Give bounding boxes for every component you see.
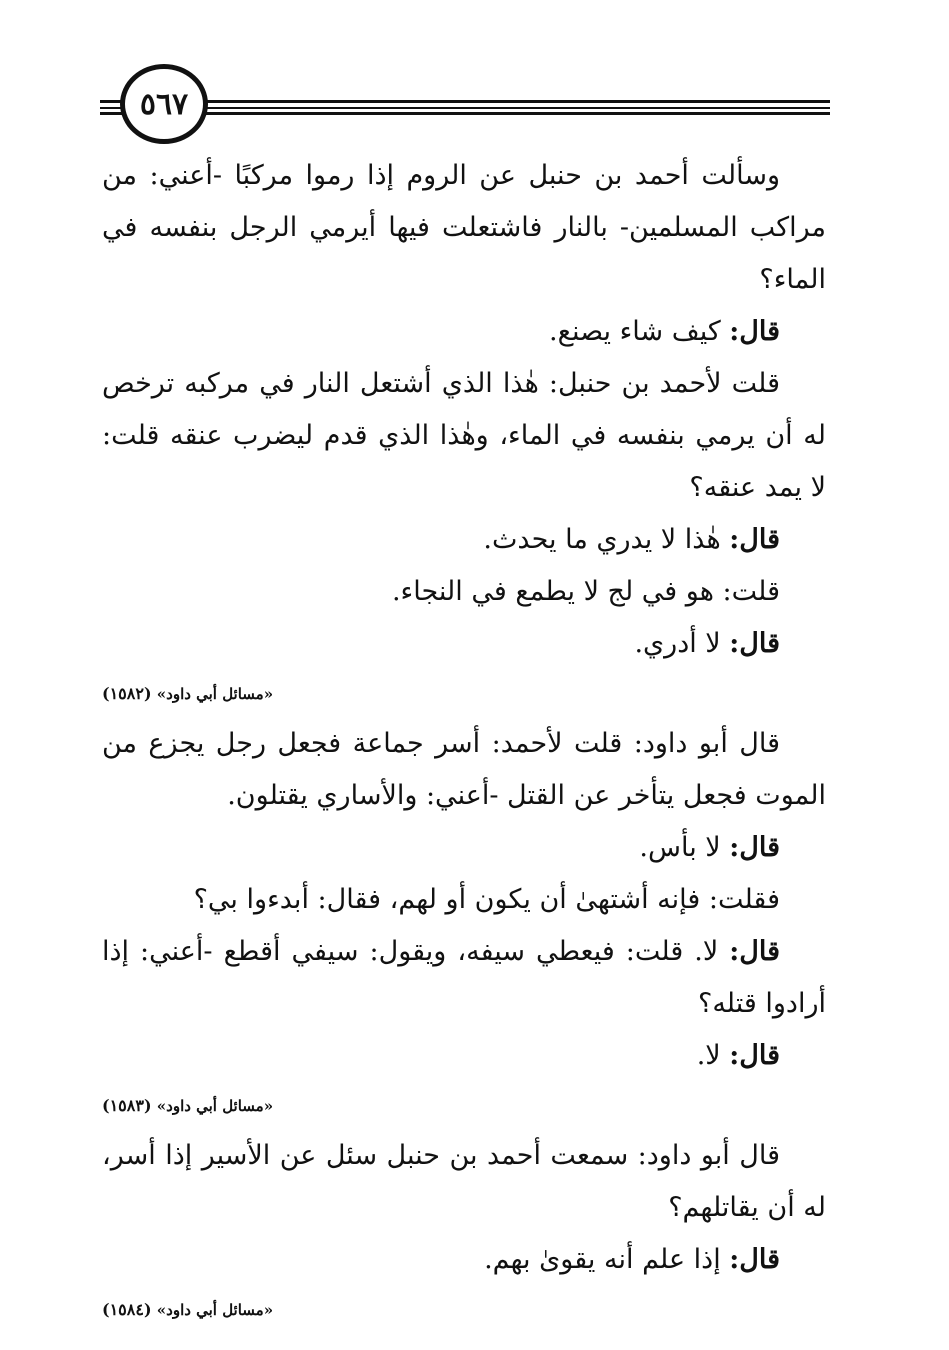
paragraph — [102, 874, 826, 926]
citation-text: «مسائل أبي داود» — [156, 685, 274, 703]
paragraph — [102, 618, 826, 670]
paragraph-text: فقلت: فإنه أشتهىٰ أن يكون أو لهم، فقال: أبدءوا بي؟ — [193, 884, 780, 915]
source-citation — [102, 1096, 826, 1116]
citation-number: (١٥٨٤) — [102, 1300, 152, 1319]
paragraph — [102, 718, 826, 822]
source-citation — [102, 1300, 826, 1320]
speaker-label: قال: — [729, 628, 780, 659]
paragraph-text: لا أدري. — [634, 628, 730, 659]
paragraph — [102, 1030, 826, 1082]
source-citation — [102, 684, 826, 704]
citation-text: «مسائل أبي داود» — [156, 1097, 274, 1115]
speaker-label: قال: — [729, 1040, 780, 1071]
citation-number: (١٥٨٣) — [102, 1096, 152, 1115]
paragraph-text: قلت لأحمد بن حنبل: هٰذا الذي أشتعل النار في مركبه ترخص له أن يرمي بنفسه في الماء، وهٰذا الذي قدم ليضرب عنقه قلت: لا يمد عنقه؟ — [102, 368, 826, 503]
paragraph-text: قال أبو داود: قلت لأحمد: أسر جماعة فجعل رجل يجزع من الموت فجعل يتأخر عن القتل -أعني: والأساري يقتلون. — [102, 728, 826, 811]
page-header — [0, 60, 949, 150]
speaker-label: قال: — [729, 1244, 780, 1275]
paragraph — [102, 150, 826, 306]
page-number-badge — [120, 64, 208, 144]
paragraph-text: إذا علم أنه يقوىٰ بهم. — [484, 1244, 730, 1275]
header-rule — [100, 112, 830, 115]
speaker-label: قال: — [729, 936, 780, 967]
citation-number: (١٥٨٢) — [102, 684, 152, 703]
paragraph — [102, 926, 826, 1030]
paragraph-text: لا. — [696, 1040, 730, 1071]
paragraph-text: وسألت أحمد بن حنبل عن الروم إذا رموا مركبًا -أعني: من مراكب المسلمين- بالنار فاشتعلت فيها أيرمي الرجل بنفسه في الماء؟ — [102, 160, 826, 295]
paragraph — [102, 1130, 826, 1234]
header-rule — [100, 100, 830, 103]
paragraph-text: لا. قلت: فيعطي سيفه، ويقول: سيفي أقطع -أعني: إذا أرادوا قتله؟ — [102, 936, 826, 1019]
paragraph-text: كيف شاء يصنع. — [549, 316, 730, 347]
paragraph — [102, 1234, 826, 1286]
paragraph — [102, 358, 826, 514]
header-rule — [100, 107, 830, 109]
paragraph — [102, 514, 826, 566]
page-number: ٥٦٧ — [139, 86, 189, 122]
paragraph-text: هٰذا لا يدري ما يحدث. — [483, 524, 730, 555]
speaker-label: قال: — [729, 316, 780, 347]
paragraph-text: قال أبو داود: سمعت أحمد بن حنبل سئل عن الأسير إذا أسر، له أن يقاتلهم؟ — [102, 1140, 826, 1223]
page-body — [102, 150, 826, 1334]
paragraph — [102, 306, 826, 358]
paragraph-text: قلت: هو في لج لا يطمع في النجاء. — [391, 576, 780, 607]
speaker-label: قال: — [729, 524, 780, 555]
speaker-label: قال: — [729, 832, 780, 863]
paragraph — [102, 566, 826, 618]
paragraph-text: لا بأس. — [639, 832, 730, 863]
citation-text: «مسائل أبي داود» — [156, 1301, 274, 1319]
paragraph — [102, 822, 826, 874]
